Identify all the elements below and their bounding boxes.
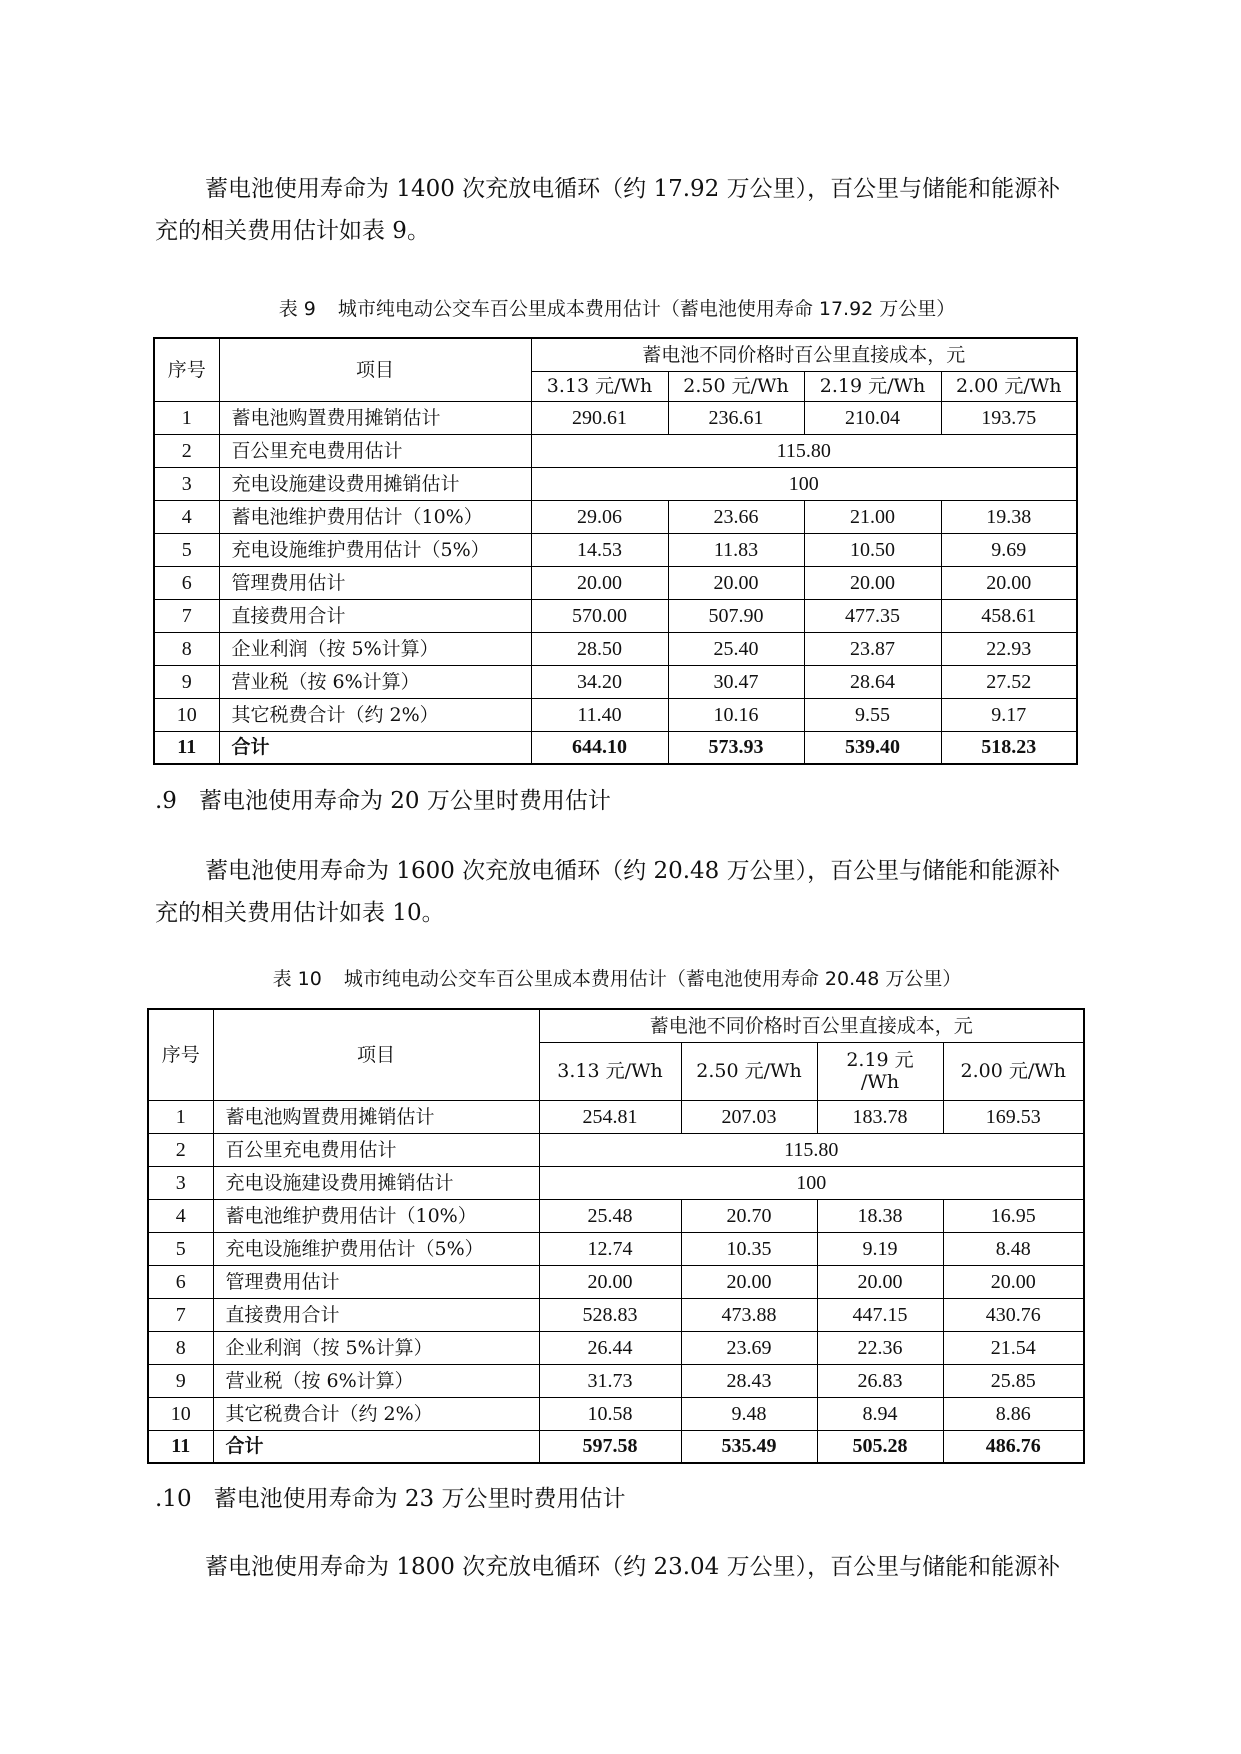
table-row [154,467,1077,500]
value-cell: 21.00 [804,500,941,533]
section-title: 蓄电池使用寿命为 23 万公里时费用估计 [213,1486,626,1512]
value-cell: 20.00 [941,566,1077,599]
value-cell: 20.00 [817,1265,943,1298]
row-item-label: 充电设施建设费用摊销估计 [213,1166,539,1199]
paragraph-line: 充的相关费用估计如表 9。 [155,218,430,244]
section-title: 蓄电池使用寿命为 20 万公里时费用估计 [198,788,611,814]
table10-caption [155,966,1079,992]
row-item-label: 蓄电池购置费用摊销估计 [219,401,531,434]
row-number: 9 [154,665,219,698]
header-price-col: 2.50 元/Wh [681,1042,817,1100]
value-cell: 21.54 [943,1331,1084,1364]
table-row [148,1199,1084,1232]
row-number: 5 [154,533,219,566]
value-cell: 9.69 [941,533,1077,566]
row-item-label: 企业利润（按 5%计算） [219,632,531,665]
value-cell: 8.86 [943,1397,1084,1430]
row-item-label: 管理费用估计 [219,566,531,599]
value-cell: 19.38 [941,500,1077,533]
row-item-label: 蓄电池维护费用估计（10%） [219,500,531,533]
value-cell: 458.61 [941,599,1077,632]
row-number: 1 [154,401,219,434]
row-number: 1 [148,1100,213,1133]
section-heading-9 [155,786,611,816]
table10-title: 城市纯电动公交车百公里成本费用估计（蓄电池使用寿命 20.48 万公里） [343,968,962,990]
section-number: .10 [155,1486,192,1512]
value-cell: 447.15 [817,1298,943,1331]
table9-caption [155,296,1079,322]
value-cell: 30.47 [668,665,804,698]
table-row [154,434,1077,467]
row-number: 3 [148,1166,213,1199]
table9-title: 城市纯电动公交车百公里成本费用估计（蓄电池使用寿命 17.92 万公里） [337,298,956,320]
table-row [154,632,1077,665]
header-item: 项目 [213,1009,539,1100]
value-cell: 9.17 [941,698,1077,731]
row-number: 9 [148,1364,213,1397]
value-cell: 570.00 [531,599,668,632]
value-cell: 20.00 [681,1265,817,1298]
value-cell: 14.53 [531,533,668,566]
row-item-label: 营业税（按 6%计算） [219,665,531,698]
row-number: 6 [148,1265,213,1298]
header-price-group: 蓄电池不同价格时百公里直接成本，元 [531,338,1077,371]
row-item-label: 直接费用合计 [213,1298,539,1331]
row-number: 11 [154,731,219,764]
table-row [148,1265,1084,1298]
value-cell: 11.83 [668,533,804,566]
value-cell: 8.94 [817,1397,943,1430]
table10-number: 表 10 [272,968,322,990]
value-cell: 31.73 [539,1364,681,1397]
value-cell: 10.50 [804,533,941,566]
row-item-label: 合计 [213,1430,539,1463]
header-price-col: 3.13 元/Wh [539,1042,681,1100]
value-cell: 597.58 [539,1430,681,1463]
row-item-label: 合计 [219,731,531,764]
table-row [154,665,1077,698]
value-cell: 254.81 [539,1100,681,1133]
merged-value-cell: 115.80 [531,434,1077,467]
table-row [148,1331,1084,1364]
value-cell: 29.06 [531,500,668,533]
value-cell: 28.50 [531,632,668,665]
table-row [154,500,1077,533]
value-cell: 20.00 [804,566,941,599]
row-item-label: 充电设施维护费用估计（5%） [213,1232,539,1265]
value-cell: 290.61 [531,401,668,434]
value-cell: 34.20 [531,665,668,698]
table-row [148,1100,1084,1133]
paragraph-line: 蓄电池使用寿命为 1400 次充放电循环（约 17.92 万公里），百公里与储能和能源补 [205,176,1061,202]
table-row [148,1364,1084,1397]
value-cell: 23.69 [681,1331,817,1364]
value-cell: 8.48 [943,1232,1084,1265]
value-cell: 9.48 [681,1397,817,1430]
value-cell: 486.76 [943,1430,1084,1463]
row-item-label: 直接费用合计 [219,599,531,632]
row-number: 8 [154,632,219,665]
row-number: 3 [154,467,219,500]
value-cell: 20.00 [668,566,804,599]
row-number: 11 [148,1430,213,1463]
row-item-label: 营业税（按 6%计算） [213,1364,539,1397]
paragraph-line: 蓄电池使用寿命为 1600 次充放电循环（约 20.48 万公里），百公里与储能和能源补 [205,858,1061,884]
row-item-label: 其它税费合计（约 2%） [219,698,531,731]
value-cell: 473.88 [681,1298,817,1331]
header-seq: 序号 [148,1009,213,1100]
value-cell: 20.00 [531,566,668,599]
value-cell: 23.87 [804,632,941,665]
value-cell: 10.16 [668,698,804,731]
row-number: 10 [154,698,219,731]
value-cell: 518.23 [941,731,1077,764]
value-cell: 26.44 [539,1331,681,1364]
section-number: .9 [155,788,177,814]
value-cell: 10.58 [539,1397,681,1430]
row-item-label: 百公里充电费用估计 [219,434,531,467]
value-cell: 539.40 [804,731,941,764]
merged-value-cell: 100 [539,1166,1084,1199]
header-price-group: 蓄电池不同价格时百公里直接成本，元 [539,1009,1084,1042]
value-cell: 430.76 [943,1298,1084,1331]
value-cell: 11.40 [531,698,668,731]
value-cell: 20.00 [943,1265,1084,1298]
value-cell: 27.52 [941,665,1077,698]
value-cell: 20.00 [539,1265,681,1298]
row-item-label: 蓄电池购置费用摊销估计 [213,1100,539,1133]
table-row [148,1166,1084,1199]
table-row [154,599,1077,632]
table-row [154,401,1077,434]
table-row [154,533,1077,566]
value-cell: 28.64 [804,665,941,698]
value-cell: 535.49 [681,1430,817,1463]
table-row [148,1232,1084,1265]
row-number: 2 [154,434,219,467]
value-cell: 25.48 [539,1199,681,1232]
value-cell: 210.04 [804,401,941,434]
header-price-col: 3.13 元/Wh [531,371,668,401]
table-row [154,731,1077,764]
value-cell: 26.83 [817,1364,943,1397]
table10 [147,1008,1085,1464]
row-item-label: 管理费用估计 [213,1265,539,1298]
row-number: 5 [148,1232,213,1265]
table-row [148,1397,1084,1430]
value-cell: 207.03 [681,1100,817,1133]
row-number: 7 [148,1298,213,1331]
row-item-label: 企业利润（按 5%计算） [213,1331,539,1364]
paragraph-line: 蓄电池使用寿命为 1800 次充放电循环（约 23.04 万公里），百公里与储能和能源补 [205,1554,1061,1580]
table9 [153,337,1078,765]
value-cell: 28.43 [681,1364,817,1397]
table-row [148,1430,1084,1463]
value-cell: 18.38 [817,1199,943,1232]
value-cell: 12.74 [539,1232,681,1265]
row-item-label: 蓄电池维护费用估计（10%） [213,1199,539,1232]
value-cell: 169.53 [943,1100,1084,1133]
value-cell: 25.40 [668,632,804,665]
value-cell: 20.70 [681,1199,817,1232]
table-row [148,1133,1084,1166]
header-price-col: 2.19 元/Wh [804,371,941,401]
row-item-label: 充电设施建设费用摊销估计 [219,467,531,500]
merged-value-cell: 115.80 [539,1133,1084,1166]
header-price-col: 2.00 元/Wh [943,1042,1084,1100]
intro-paragraph-next [155,1546,1095,1588]
row-number: 7 [154,599,219,632]
value-cell: 10.35 [681,1232,817,1265]
header-seq: 序号 [154,338,219,401]
row-item-label: 百公里充电费用估计 [213,1133,539,1166]
value-cell: 507.90 [668,599,804,632]
section-heading-10 [155,1484,625,1514]
intro-paragraph-table9 [155,168,1095,252]
table9-number: 表 9 [278,298,316,320]
row-number: 6 [154,566,219,599]
table-row [154,698,1077,731]
value-cell: 22.93 [941,632,1077,665]
value-cell: 528.83 [539,1298,681,1331]
value-cell: 505.28 [817,1430,943,1463]
header-price-col: 2.00 元/Wh [941,371,1077,401]
merged-value-cell: 100 [531,467,1077,500]
row-number: 4 [154,500,219,533]
value-cell: 477.35 [804,599,941,632]
value-cell: 23.66 [668,500,804,533]
value-cell: 9.55 [804,698,941,731]
header-item: 项目 [219,338,531,401]
header-price-col: 2.50 元/Wh [668,371,804,401]
value-cell: 16.95 [943,1199,1084,1232]
paragraph-line: 充的相关费用估计如表 10。 [155,900,445,926]
value-cell: 193.75 [941,401,1077,434]
row-item-label: 充电设施维护费用估计（5%） [219,533,531,566]
table-row [148,1298,1084,1331]
value-cell: 236.61 [668,401,804,434]
intro-paragraph-table10 [155,850,1095,934]
value-cell: 9.19 [817,1232,943,1265]
row-number: 10 [148,1397,213,1430]
row-number: 4 [148,1199,213,1232]
table-row [154,566,1077,599]
row-item-label: 其它税费合计（约 2%） [213,1397,539,1430]
value-cell: 25.85 [943,1364,1084,1397]
row-number: 8 [148,1331,213,1364]
value-cell: 573.93 [668,731,804,764]
value-cell: 183.78 [817,1100,943,1133]
value-cell: 22.36 [817,1331,943,1364]
row-number: 2 [148,1133,213,1166]
header-price-col: 2.19 元 /Wh [817,1042,943,1100]
value-cell: 644.10 [531,731,668,764]
